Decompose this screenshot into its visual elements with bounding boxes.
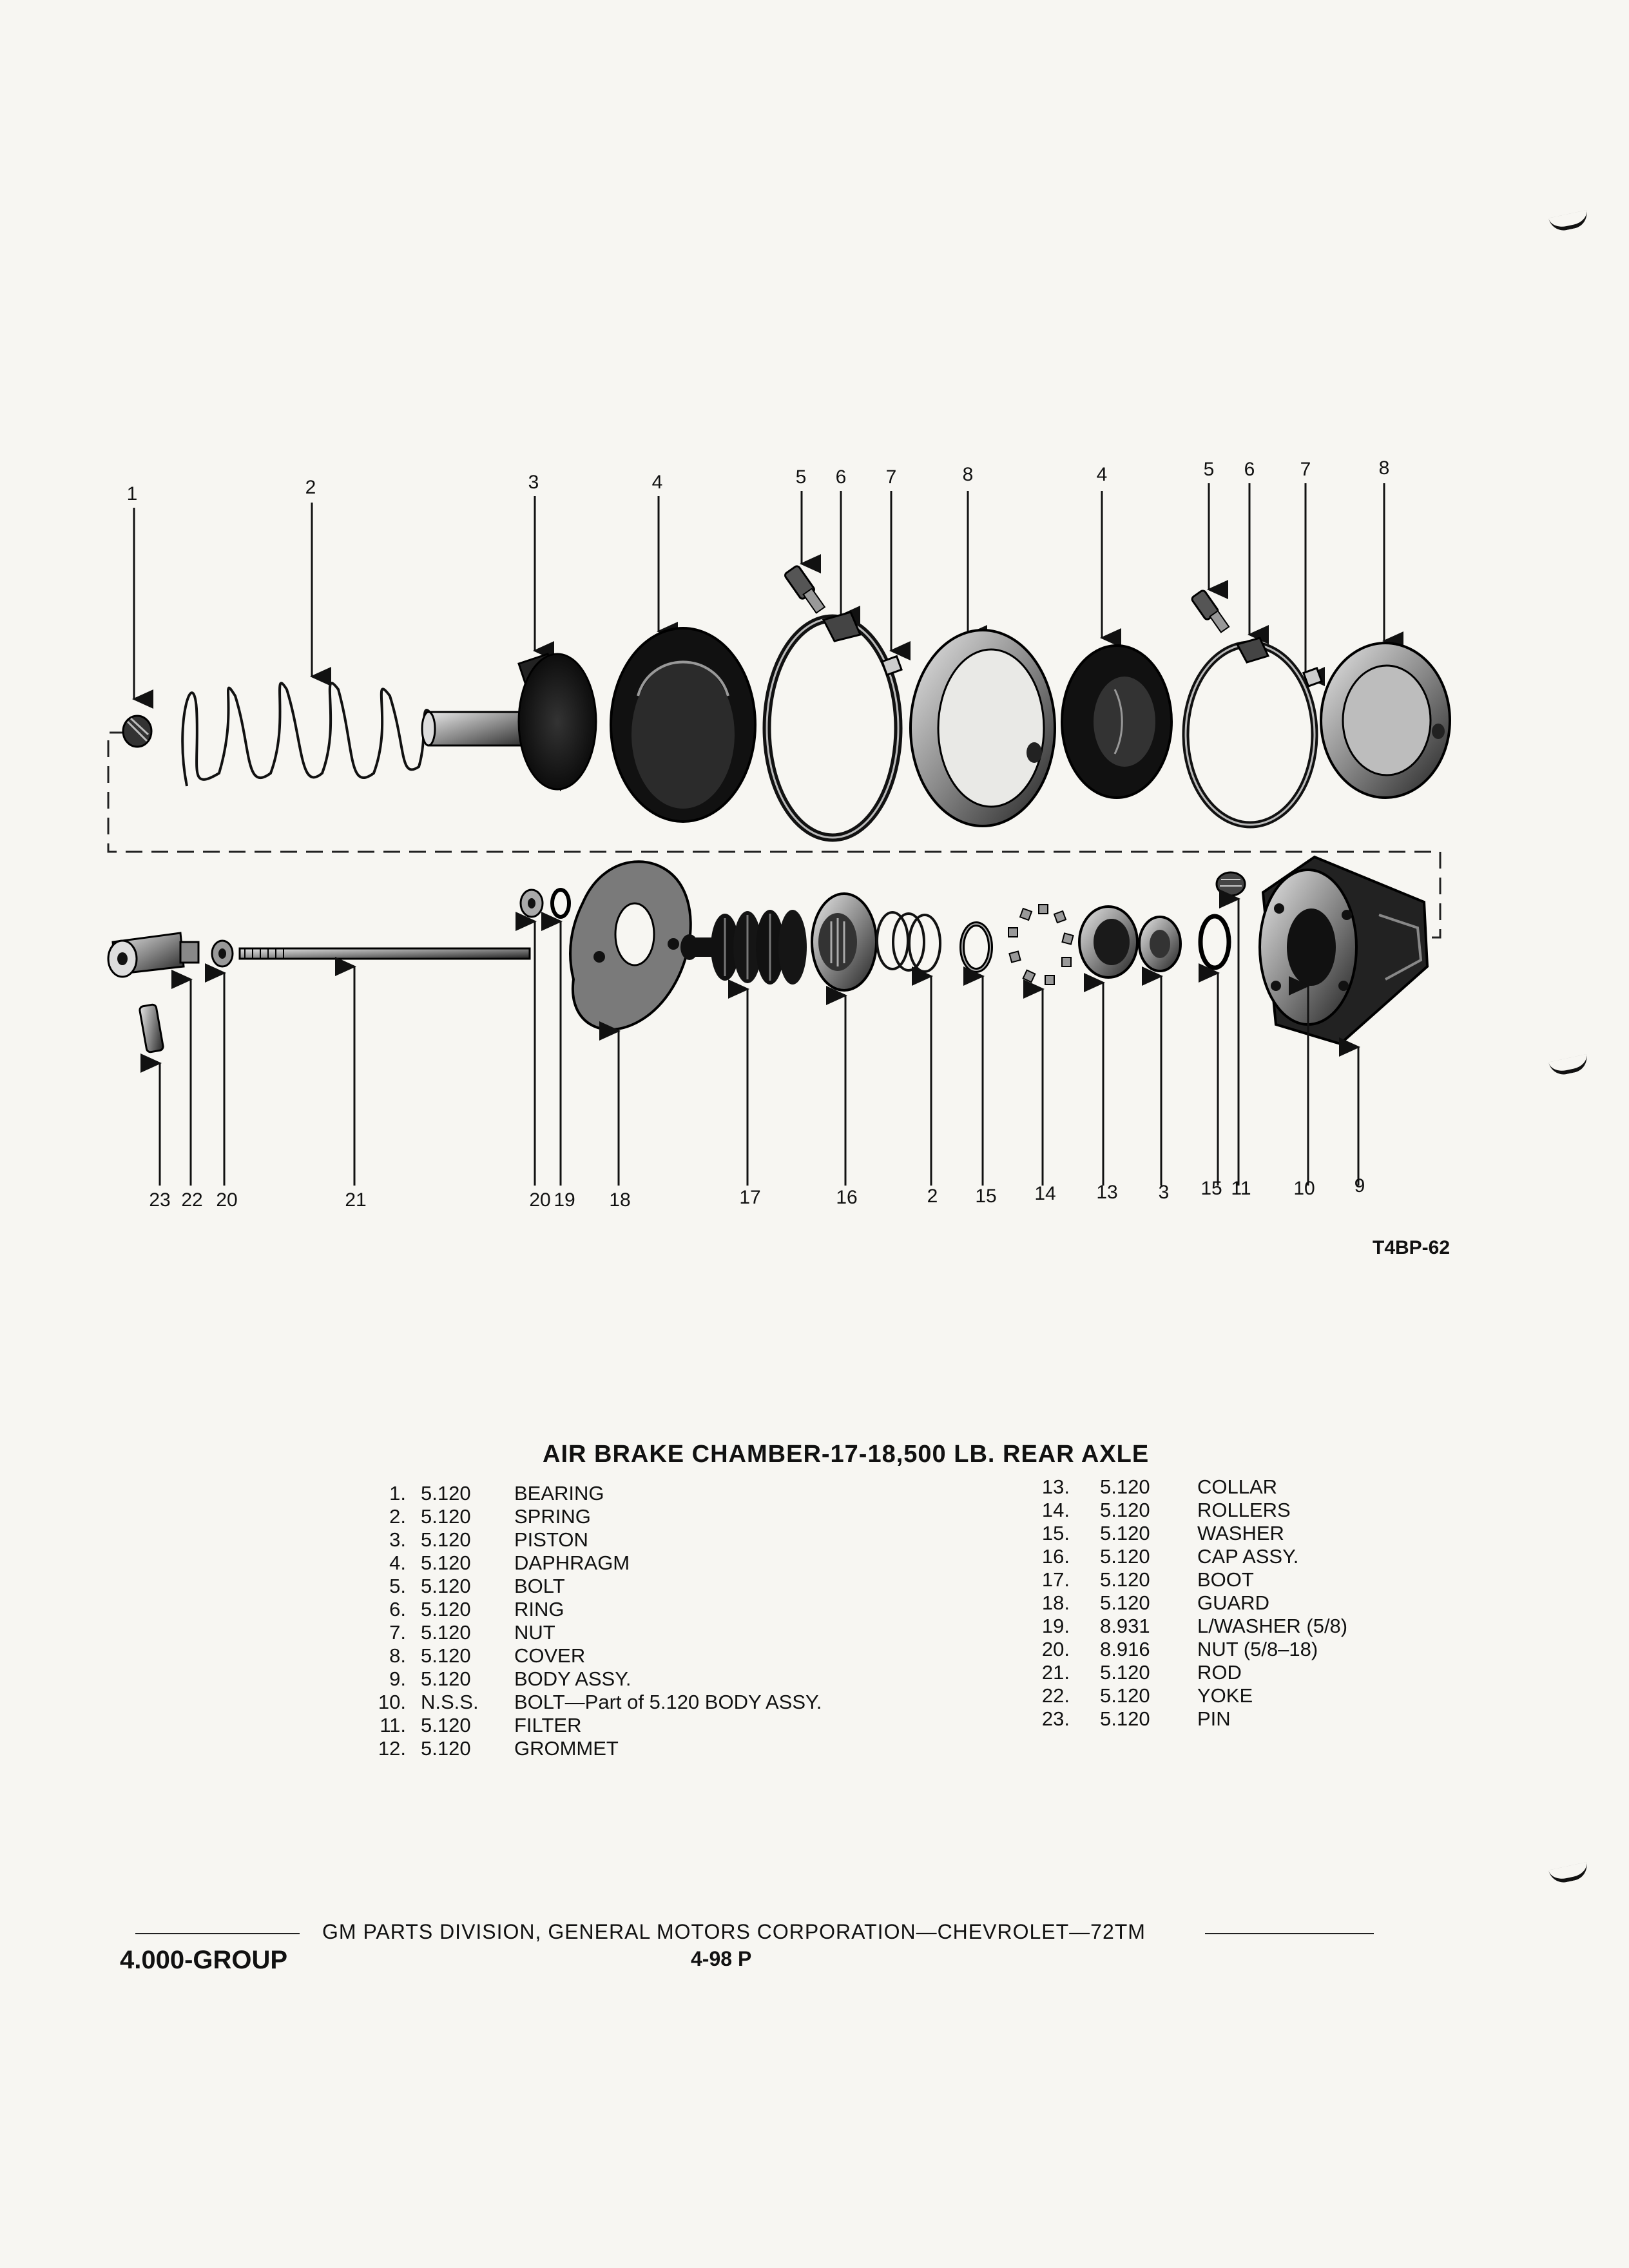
part-code: 5.120 (421, 1505, 471, 1528)
part-code: 8.931 (1100, 1615, 1150, 1637)
part-name: SPRING (514, 1505, 591, 1528)
part-code: 5.120 (1100, 1591, 1150, 1614)
part-number: 4. (389, 1552, 406, 1574)
part-name: BODY ASSY. (514, 1667, 631, 1690)
callout-bottom: 13 (1096, 1182, 1118, 1203)
part-number: 14. (1041, 1499, 1070, 1521)
part-name: ROD (1197, 1661, 1242, 1684)
part-code: 5.120 (421, 1621, 471, 1644)
part-name: RING (514, 1598, 564, 1620)
figure-code: T4BP-62 (1373, 1237, 1451, 1258)
rollers-part (1008, 905, 1074, 985)
part-name: L/WASHER (5/8) (1197, 1615, 1348, 1637)
callout-bottom: 21 (345, 1189, 367, 1211)
part-code: 5.120 (1100, 1661, 1150, 1684)
callout-top: 8 (962, 464, 974, 485)
part-name: GROMMET (514, 1737, 619, 1760)
part-name: COVER (514, 1644, 586, 1667)
part-number: 15. (1041, 1522, 1070, 1544)
callout-bottom: 15 (975, 1186, 997, 1207)
body-assembly-part (1260, 857, 1427, 1044)
page-number: 4-98 P (691, 1947, 752, 1970)
cover-part (911, 630, 1055, 826)
washer-part (962, 924, 990, 970)
callout-top: 1 (126, 483, 138, 505)
part-number: 10. (378, 1691, 406, 1713)
part-name: WASHER (1197, 1522, 1284, 1544)
group-label: 4.000-GROUP (120, 1946, 288, 1974)
diaphragm-part (611, 628, 755, 822)
part-code: 5.120 (421, 1644, 471, 1667)
rod-nut-part (212, 941, 233, 966)
part-name: PISTON (514, 1528, 588, 1551)
part-name: BOOT (1197, 1568, 1254, 1591)
part-name: BOLT (514, 1575, 565, 1597)
part-number: 23. (1041, 1707, 1070, 1730)
callout-bottom: 3 (1158, 1182, 1170, 1203)
part-code: 5.120 (421, 1714, 471, 1736)
part-number: 20. (1041, 1638, 1070, 1660)
footer-text: GM PARTS DIVISION, GENERAL MOTORS CORPORATION—CHEVROLET—72TM (322, 1920, 1146, 1943)
part-name: COLLAR (1197, 1475, 1278, 1498)
part-code: 5.120 (1100, 1568, 1150, 1591)
part-number: 6. (389, 1598, 406, 1620)
callout-bottom: 19 (554, 1189, 575, 1211)
part-name: FILTER (514, 1714, 582, 1736)
binder-mark (1548, 1862, 1590, 1885)
part-code: 5.120 (421, 1667, 471, 1690)
part-code: 5.120 (1100, 1707, 1150, 1730)
part-number: 17. (1041, 1568, 1070, 1591)
cap-assembly-part (812, 894, 876, 990)
cover-part-2 (1321, 643, 1450, 798)
lock-washer-part (552, 890, 569, 917)
part-number: 19. (1041, 1615, 1070, 1637)
callout-bottom: 18 (609, 1189, 631, 1211)
part-number: 5. (389, 1575, 406, 1597)
callout-bottom: 15 (1200, 1178, 1222, 1199)
callout-top: 8 (1378, 457, 1390, 479)
part-code: 5.120 (1100, 1522, 1150, 1544)
part-code: 5.120 (421, 1598, 471, 1620)
part-code: 5.120 (1100, 1475, 1150, 1498)
part-code: N.S.S. (421, 1691, 479, 1713)
washer-part-2 (1200, 916, 1229, 968)
part-name: BOLT—Part of 5.120 BODY ASSY. (514, 1691, 822, 1713)
part-number: 22. (1041, 1684, 1070, 1707)
part-code: 5.120 (421, 1552, 471, 1574)
callout-top: 3 (528, 472, 539, 493)
small-spring-part (877, 912, 940, 972)
callout-top: 4 (1096, 464, 1108, 485)
part-code: 5.120 (421, 1482, 471, 1504)
callout-top: 6 (1244, 459, 1255, 480)
part-number: 9. (389, 1667, 406, 1690)
nut-part-small (521, 890, 543, 917)
diaphragm-part-2 (1062, 646, 1171, 798)
callout-top: 2 (305, 477, 316, 498)
footer-rule-left (135, 1933, 300, 1934)
filter-part (1217, 872, 1245, 896)
part-code: 5.120 (1100, 1545, 1150, 1568)
callout-bottom: 22 (181, 1189, 203, 1211)
part-number: 12. (378, 1737, 406, 1760)
callout-top: 5 (795, 466, 807, 488)
clamp-ring-part (767, 612, 898, 838)
part-number: 8. (389, 1644, 406, 1667)
part-number: 3. (389, 1528, 406, 1551)
callout-top: 7 (885, 466, 897, 488)
bearing-part (123, 716, 151, 747)
part-code: 5.120 (421, 1737, 471, 1760)
part-name: DAPHRAGM (514, 1552, 630, 1574)
part-number: 2. (389, 1505, 406, 1528)
callout-bottom: 9 (1354, 1175, 1365, 1196)
part-number: 13. (1041, 1475, 1070, 1498)
part-code: 5.120 (1100, 1499, 1150, 1521)
callout-bottom: 16 (836, 1187, 858, 1208)
part-name: NUT (514, 1621, 555, 1644)
rod-part (240, 948, 530, 959)
callout-bottom: 11 (1231, 1178, 1251, 1199)
part-code: 5.120 (421, 1575, 471, 1597)
clamp-ring-part-2 (1186, 638, 1315, 825)
callout-top: 6 (835, 466, 847, 488)
callout-bottom: 20 (216, 1189, 238, 1211)
callout-bottom: 10 (1293, 1178, 1315, 1199)
part-name: ROLLERS (1197, 1499, 1291, 1521)
bolt-part (784, 565, 825, 613)
callout-top: 7 (1300, 459, 1311, 480)
part-code: 8.916 (1100, 1638, 1150, 1660)
callout-top: 5 (1203, 459, 1215, 480)
part-name: YOKE (1197, 1684, 1253, 1707)
part-number: 18. (1041, 1591, 1070, 1614)
callout-bottom: 23 (149, 1189, 171, 1211)
bolt-part-2 (1191, 590, 1229, 632)
small-piston-part (1139, 917, 1181, 971)
guard-part (570, 861, 691, 1030)
callout-bottom: 17 (739, 1187, 761, 1208)
collar-part (1079, 907, 1137, 977)
callout-bottom: 14 (1034, 1183, 1056, 1204)
footer (135, 1920, 1373, 1946)
part-number: 21. (1041, 1661, 1070, 1684)
pin-part (139, 1004, 164, 1052)
callout-bottom: 2 (927, 1186, 938, 1207)
part-name: CAP ASSY. (1197, 1545, 1299, 1568)
part-number: 16. (1041, 1545, 1070, 1568)
part-number: 1. (389, 1482, 406, 1504)
part-name: NUT (5/8–18) (1197, 1638, 1318, 1660)
part-number: 11. (380, 1714, 406, 1736)
part-name: GUARD (1197, 1591, 1269, 1614)
parts-list-title: AIR BRAKE CHAMBER-17-18,500 LB. REAR AXLE (543, 1441, 1150, 1468)
part-code: 5.120 (1100, 1684, 1150, 1707)
callout-bottom: 20 (529, 1189, 551, 1211)
part-code: 5.120 (421, 1528, 471, 1551)
callout-top: 4 (651, 472, 663, 493)
part-name: BEARING (514, 1482, 604, 1504)
boot-part (680, 910, 807, 985)
part-name: PIN (1197, 1707, 1231, 1730)
part-number: 7. (389, 1621, 406, 1644)
yoke-part (108, 933, 198, 977)
spring-part (182, 683, 432, 786)
footer-rule-right (1205, 1933, 1374, 1934)
piston-part (422, 654, 596, 789)
